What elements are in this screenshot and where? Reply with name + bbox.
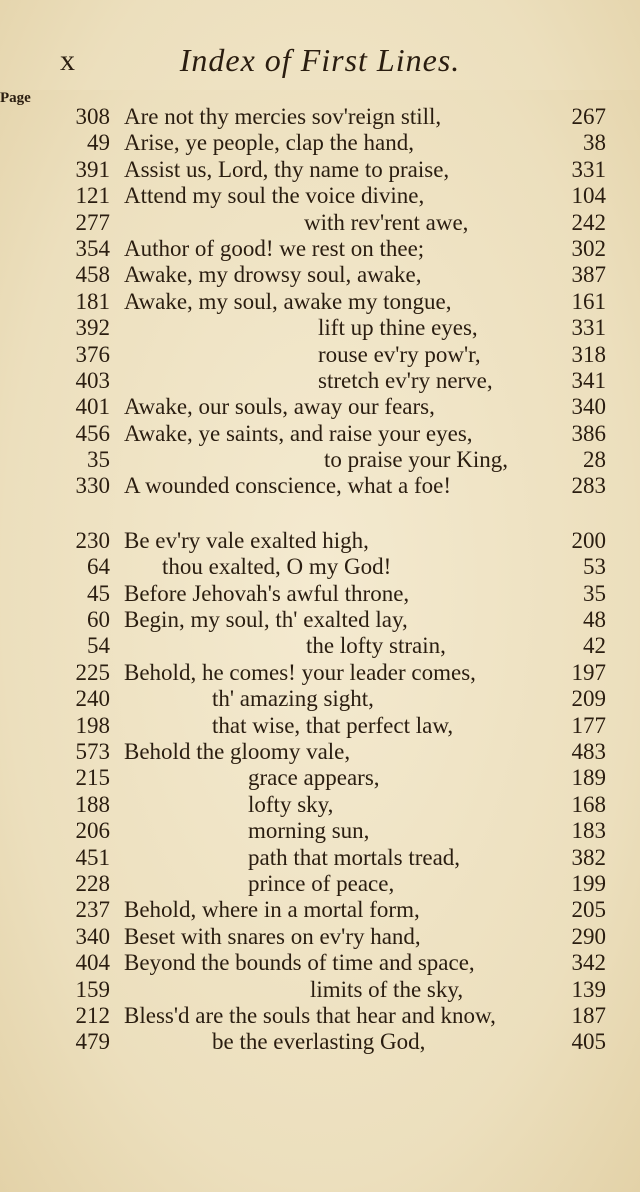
first-line: grace appears, [248, 765, 380, 791]
hymn-number: 451 [75, 844, 110, 870]
index-row [0, 473, 640, 499]
page-number: 283 [571, 473, 606, 499]
first-line: morning sun, [248, 818, 370, 844]
first-line: Author of good! we rest on thee; [124, 235, 425, 261]
page-folio: x [60, 44, 76, 77]
first-line: Attend my soul the voice divine, [124, 183, 425, 209]
index-row [0, 315, 640, 341]
hymn-number: 54 [87, 633, 110, 659]
index-row [0, 950, 640, 976]
index-section-b [0, 528, 640, 1056]
hymn-number: 237 [75, 897, 110, 923]
page-number: 405 [571, 1029, 606, 1055]
index-row [0, 739, 640, 765]
index-row [0, 157, 640, 183]
page-number: 139 [571, 976, 606, 1002]
hymn-number: 198 [75, 712, 110, 738]
hymn-number: 230 [75, 527, 110, 553]
first-line: Behold the gloomy vale, [124, 738, 351, 764]
page-number: 168 [571, 791, 606, 817]
first-line: A wounded conscience, what a foe! [124, 473, 451, 499]
page-number: 387 [571, 262, 606, 288]
index-row [0, 183, 640, 209]
hymn-number: 330 [75, 473, 110, 499]
index-row [0, 924, 640, 950]
page-number: 183 [571, 818, 606, 844]
hymn-number: 458 [75, 262, 110, 288]
hymn-number: 121 [75, 183, 110, 209]
page-header [0, 44, 640, 84]
page-number: 331 [571, 315, 606, 341]
first-line: Behold, he comes! your leader comes, [124, 659, 476, 685]
index-row [0, 289, 640, 315]
first-line: Behold, where in a mortal form, [124, 897, 420, 923]
hymn-number: 479 [75, 1029, 110, 1055]
first-line: that wise, that perfect law, [212, 712, 454, 738]
hymn-number: 392 [75, 315, 110, 341]
index-row [0, 1029, 640, 1055]
first-line: path that mortals tread, [248, 844, 461, 870]
index-row [0, 554, 640, 580]
first-line: Beset with snares on ev'ry hand, [124, 923, 421, 949]
first-line: Assist us, Lord, thy name to praise, [124, 156, 450, 182]
first-line: Bless'd are the souls that hear and know, [124, 1002, 496, 1028]
page-number: 242 [571, 209, 606, 235]
hymn-number: 215 [75, 765, 110, 791]
page-number: 197 [571, 659, 606, 685]
hymn-number: 35 [87, 447, 110, 473]
page-number: 48 [583, 607, 606, 633]
hymn-number: 159 [75, 976, 110, 1002]
index-row [0, 262, 640, 288]
index-row [0, 581, 640, 607]
hymn-number: 401 [75, 394, 110, 420]
page-number: 104 [571, 183, 606, 209]
index-row [0, 765, 640, 791]
page-number: 340 [571, 394, 606, 420]
index-list [0, 104, 640, 1056]
hymn-number: 391 [75, 156, 110, 182]
hymn-number: 240 [75, 686, 110, 712]
index-row [0, 342, 640, 368]
hymn-number: 206 [75, 818, 110, 844]
page-number: 42 [583, 633, 606, 659]
index-row [0, 447, 640, 473]
index-row [0, 236, 640, 262]
hymn-number: 308 [75, 104, 110, 129]
hymn-number: 403 [75, 367, 110, 393]
first-line: Beyond the bounds of time and space, [124, 950, 475, 976]
first-line: Awake, ye saints, and raise your eyes, [124, 420, 473, 446]
page-number: 341 [571, 367, 606, 393]
index-row [0, 421, 640, 447]
first-line: stretch ev'ry nerve, [318, 367, 493, 393]
index-row [0, 633, 640, 659]
page-number: 199 [571, 870, 606, 896]
page-number: 483 [571, 738, 606, 764]
index-row [0, 394, 640, 420]
page-number: 53 [583, 554, 606, 580]
index-row [0, 528, 640, 554]
hymn-number: 228 [75, 870, 110, 896]
first-line: Are not thy mercies sov'reign still, [124, 104, 442, 129]
index-row [0, 130, 640, 156]
first-line: Begin, my soul, th' exalted lay, [124, 607, 408, 633]
first-line: lofty sky, [248, 791, 334, 817]
index-row [0, 104, 640, 130]
hymn-number: 456 [75, 420, 110, 446]
page-number: 28 [583, 447, 606, 473]
first-line: Before Jehovah's awful throne, [124, 580, 410, 606]
first-line: Awake, our souls, away our fears, [124, 394, 435, 420]
page-title: Index of First Lines. [179, 42, 461, 78]
page-number: 342 [571, 950, 606, 976]
page-number: 290 [571, 923, 606, 949]
page-number: 189 [571, 765, 606, 791]
first-line: Awake, my drowsy soul, awake, [124, 262, 422, 288]
hymn-number: 64 [87, 554, 110, 580]
first-line: to praise your King, [324, 447, 508, 473]
page-number: 302 [571, 235, 606, 261]
hymn-number: 188 [75, 791, 110, 817]
first-line: Be ev'ry vale exalted high, [124, 527, 369, 553]
hymn-number: 340 [75, 923, 110, 949]
first-line: limits of the sky, [310, 976, 464, 1002]
page-number: 209 [571, 686, 606, 712]
page-number: 267 [571, 104, 606, 129]
section-gap [0, 500, 640, 528]
first-line: Awake, my soul, awake my tongue, [124, 288, 452, 314]
hymn-number: 212 [75, 1002, 110, 1028]
first-line: prince of peace, [248, 870, 395, 896]
first-line: thou exalted, O my God! [162, 554, 392, 580]
hymn-number: 404 [75, 950, 110, 976]
hymn-number: 45 [87, 580, 110, 606]
index-row [0, 713, 640, 739]
first-line: rouse ev'ry pow'r, [318, 341, 481, 367]
index-row [0, 845, 640, 871]
index-row [0, 897, 640, 923]
index-row [0, 210, 640, 236]
page-number: 386 [571, 420, 606, 446]
first-line: be the everlasting God, [212, 1029, 426, 1055]
hymn-number: 49 [87, 130, 110, 156]
hymn-number: 573 [75, 738, 110, 764]
page-number: 318 [571, 341, 606, 367]
page-number: 382 [571, 844, 606, 870]
index-row [0, 818, 640, 844]
index-row [0, 1003, 640, 1029]
hymn-number: 376 [75, 341, 110, 367]
index-row [0, 607, 640, 633]
hymn-number: 277 [75, 209, 110, 235]
index-row [0, 660, 640, 686]
first-line: Arise, ye people, clap the hand, [124, 130, 414, 156]
page-number: 331 [571, 156, 606, 182]
page-number: 200 [571, 527, 606, 553]
page-number: 177 [571, 712, 606, 738]
hymn-number: 354 [75, 235, 110, 261]
column-header-page: Page [0, 90, 640, 1192]
page-number: 187 [571, 1002, 606, 1028]
hymn-number: 181 [75, 288, 110, 314]
index-row [0, 686, 640, 712]
page-number: 35 [583, 580, 606, 606]
first-line: the lofty strain, [306, 633, 446, 659]
hymn-number: 225 [75, 659, 110, 685]
first-line: th' amazing sight, [212, 686, 374, 712]
index-row [0, 368, 640, 394]
first-line: lift up thine eyes, [318, 315, 478, 341]
index-row [0, 871, 640, 897]
first-line: with rev'rent awe, [304, 209, 469, 235]
page-number: 38 [583, 130, 606, 156]
index-row [0, 792, 640, 818]
index-row [0, 977, 640, 1003]
page-number: 205 [571, 897, 606, 923]
page-number: 161 [571, 288, 606, 314]
index-section-a [0, 104, 640, 500]
hymn-number: 60 [87, 607, 110, 633]
